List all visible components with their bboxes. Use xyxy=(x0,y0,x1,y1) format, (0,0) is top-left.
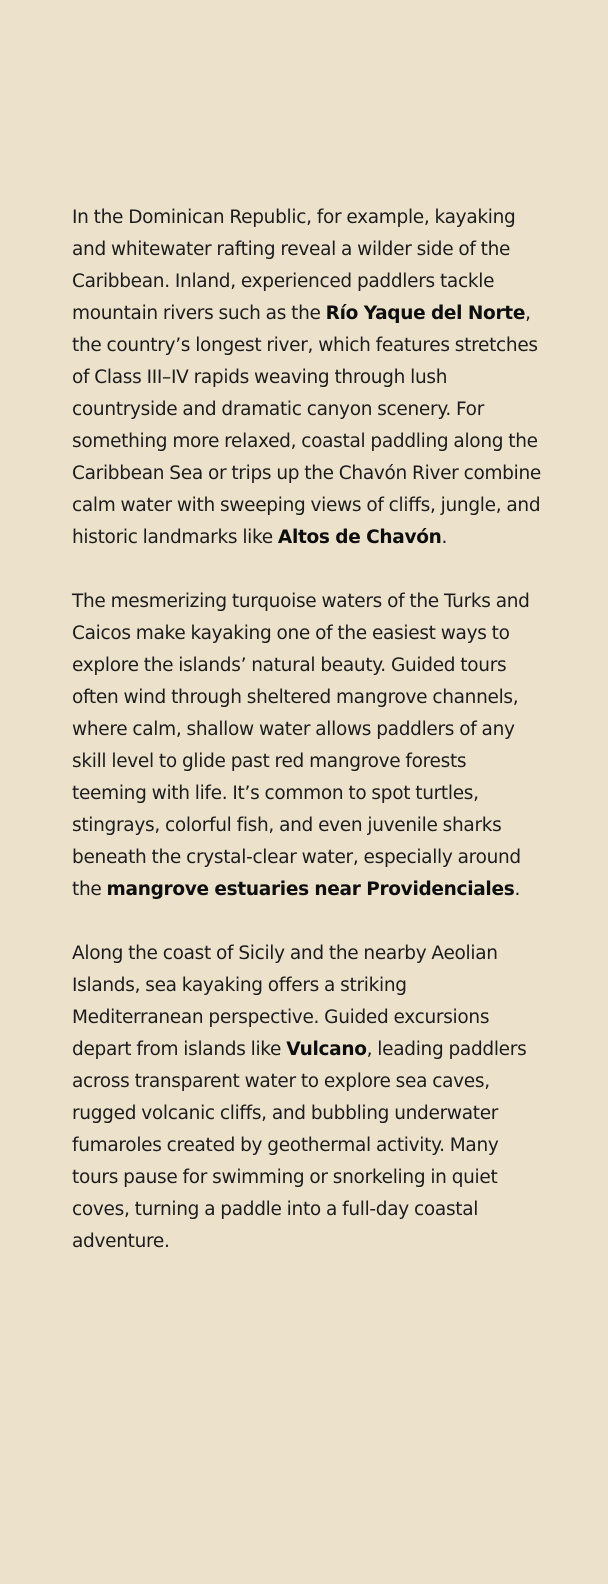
paragraph-text: The mesmerizing turquoise waters of the Turks and Caicos make kayaking one of the easiest ways to explore the islands’ natural beauty. Guided tours often wind through sheltered mangrove channels, where calm, shallow water allows paddlers of any skill level to glide past red mangrove forests teeming with life. It’s common to spot turtles, stingrays, colorful fish, and even juvenile sharks beneath the crystal-clear water, especially around the xyxy=(72,591,530,900)
paragraph-text: In the Dominican Republic, for example, kayaking and whitewater rafting reveal a wilder side of the Caribbean. Inland, experienced paddlers tackle mountain rivers such as the xyxy=(72,207,516,324)
highlight-altos-de-chavon: Altos de Chavón xyxy=(277,527,442,548)
paragraph-sicily xyxy=(72,938,542,1258)
highlight-rio-yaque-del-norte: Río Yaque del Norte xyxy=(325,303,526,324)
paragraph-dominican-republic xyxy=(72,202,542,554)
highlight-mangrove-estuaries: mangrove estuaries near Providenciales xyxy=(106,879,515,900)
paragraph-text: Along the coast of Sicily and the nearby Aeolian Islands, sea kayaking offers a striking Mediterranean perspective. Guided excursions depart from islands like xyxy=(72,943,498,1060)
article-body xyxy=(72,202,542,1290)
highlight-vulcano: Vulcano xyxy=(286,1039,367,1060)
paragraph-text: , the country’s longest river, which features stretches of Class III–IV rapids weaving through lush countryside and dramatic canyon scenery. For something more relaxed, coastal paddling along the Caribbean Sea or trips up the Chavón River combine calm water with sweeping views of cliffs, jungle, and historic landmarks like xyxy=(72,303,541,548)
paragraph-text: . xyxy=(514,879,521,900)
paragraph-text: . xyxy=(441,527,448,548)
paragraph-text: , leading paddlers across transparent water to explore sea caves, rugged volcanic cliffs, and bubbling underwater fumaroles created by geothermal activity. Many tours pause for swimming or snorkeling in quiet coves, turning a paddle into a full-day coastal adventure. xyxy=(72,1039,527,1252)
paragraph-turks-and-caicos xyxy=(72,586,542,906)
